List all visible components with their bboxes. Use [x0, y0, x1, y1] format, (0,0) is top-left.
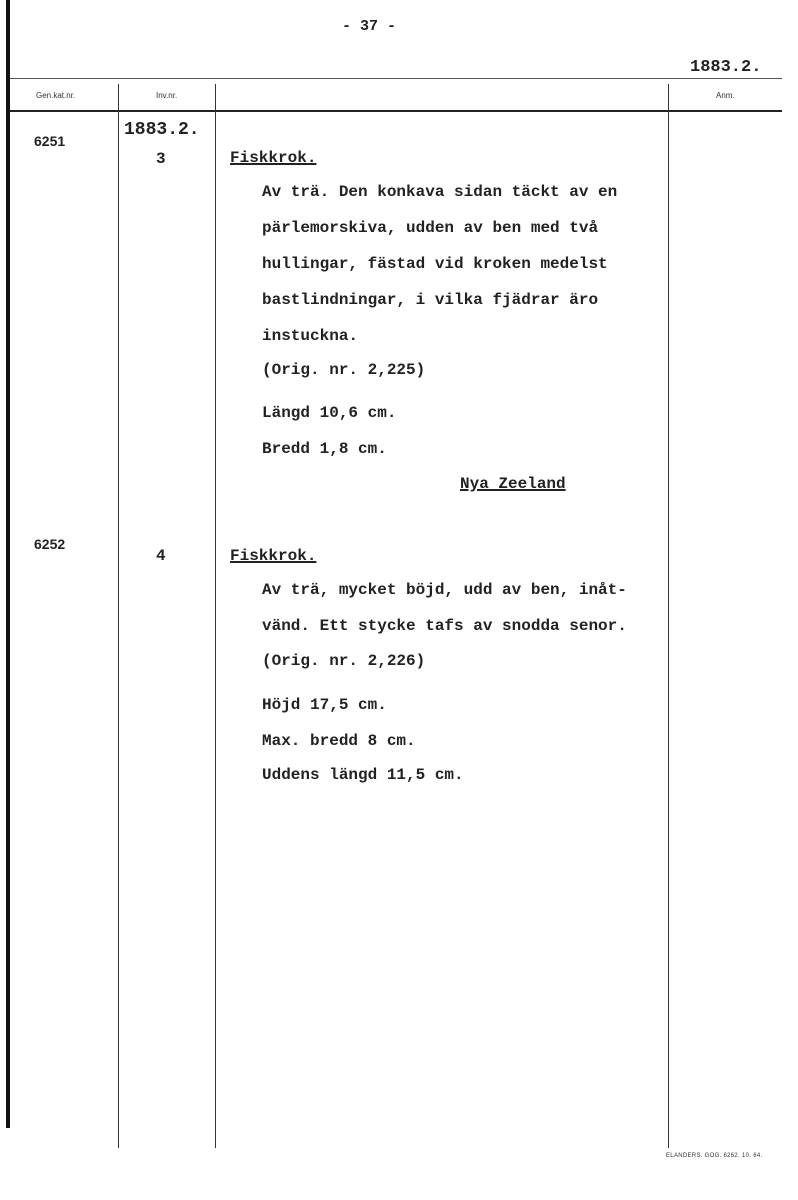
entry1-inv-no: 3 [156, 150, 166, 168]
entry1-length: Längd 10,6 cm. [262, 404, 397, 422]
entry1-line-4: bastlindningar, i vilka fjädrar äro [262, 291, 599, 309]
printer-footer: ELANDERS. GOG. 6262. 10. 64. [666, 1153, 763, 1159]
entry2-line-1: Av trä, mycket böjd, udd av ben, inåt- [262, 581, 627, 599]
left-margin-bar [6, 0, 10, 1128]
entry2-line-2: vänd. Ett stycke tafs av snodda senor. [262, 617, 627, 635]
col-header-anm: Anm. [716, 91, 735, 100]
header-bottom-line [10, 110, 782, 112]
entry1-title: Fiskkrok. [230, 149, 317, 167]
col-line-2 [215, 84, 216, 1148]
entry1-orig: (Orig. nr. 2,225) [262, 361, 426, 379]
col-header-cat: Gen.kat.nr. [36, 91, 76, 100]
entry1-cat-no: 6251 [34, 133, 66, 149]
entry1-line-2: pärlemorskiva, udden av ben med två [262, 219, 599, 237]
page-number: - 37 - [342, 18, 397, 35]
entry2-height: Höjd 17,5 cm. [262, 696, 387, 714]
entry2-max-width: Max. bredd 8 cm. [262, 732, 416, 750]
entry1-line-3: hullingar, fästad vid kroken medelst [262, 255, 608, 273]
entry1-width: Bredd 1,8 cm. [262, 440, 387, 458]
col-line-3 [668, 84, 669, 1148]
col-line-1 [118, 84, 119, 1148]
entry2-cat-no: 6252 [34, 536, 66, 552]
col-header-inv: Inv.nr. [156, 91, 178, 100]
entry2-orig: (Orig. nr. 2,226) [262, 652, 426, 670]
entry2-title: Fiskkrok. [230, 547, 317, 565]
entry1-line-1: Av trä. Den konkava sidan täckt av en [262, 183, 618, 201]
entry2-inv-no: 4 [156, 547, 166, 565]
entry1-line-5: instuckna. [262, 327, 359, 345]
entry2-point-length: Uddens längd 11,5 cm. [262, 766, 464, 784]
entry1-inv-year: 1883.2. [124, 120, 200, 140]
entry1-origin: Nya Zeeland [460, 475, 566, 493]
header-year: 1883.2. [690, 58, 762, 77]
header-top-line [10, 78, 782, 79]
